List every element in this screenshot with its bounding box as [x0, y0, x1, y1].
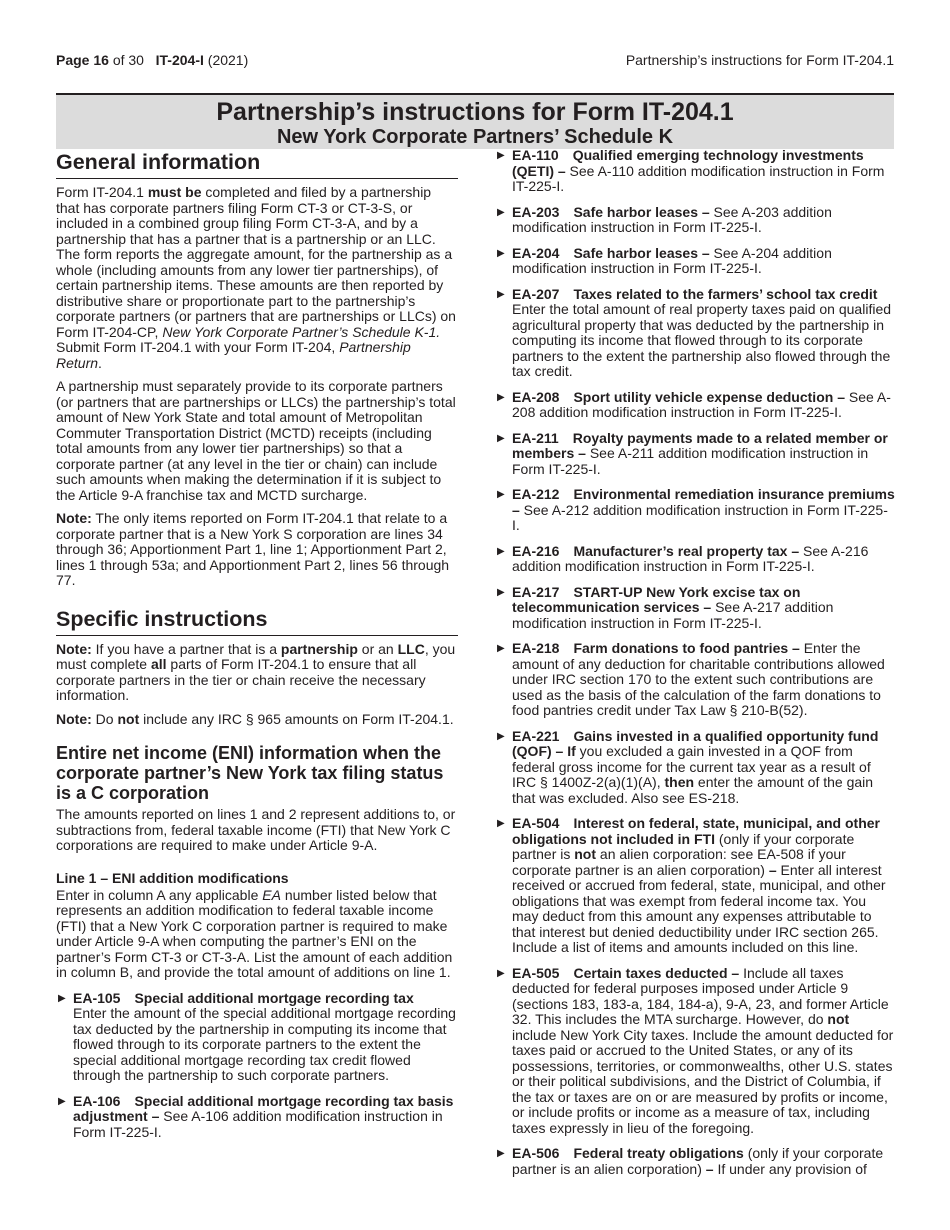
ea-504-item: ▶ EA-504 Interest on federal, state, municipal, and other obligations not included in FTI (only if your corporate partner is not an alien corporation: see EA-508 if your corporate partner is an alien corporation) – Enter all interest received or accrued from federal, state, municipal, and other obligations that was exempt from federal income tax. You may deduct from this amount any expenses attributable to that interest but denied deductibility under IRC section 265. Include a list of items and amounts included on this line. [497, 815, 886, 955]
ea-110-item: ▶ EA-110 Qualified emerging technology investments (QETI) – See A-110 addition modification instruction in Form IT-225-I. [497, 147, 885, 194]
ea-211-item: ▶ EA-211 Royalty payments made to a related member or members – See A-211 addition modification instruction in Form IT-225-I. [497, 429, 888, 477]
triangle-bullet-icon: ▶ [497, 432, 505, 444]
triangle-bullet-icon: ▶ [497, 1148, 505, 1159]
ea-204-item: ▶ EA-204 Safe harbor leases – See A-204 addition modification instruction in Form IT-225-I. [497, 244, 832, 276]
running-title: Partnership’s instructions for Form IT-204.1 [625, 52, 894, 68]
triangle-bullet-icon: ▶ [497, 206, 505, 218]
triangle-bullet-icon: ▶ [58, 1095, 66, 1107]
general-info-heading: General information [56, 148, 458, 179]
triangle-bullet-icon: ▶ [497, 730, 505, 742]
triangle-bullet-icon: ▶ [58, 992, 66, 1004]
title-banner [56, 93, 894, 149]
ea-105-item: ▶ EA-105 Special additional mortgage recording tax Enter the amount of the special additional mortgage recording tax deducted by the partnership in computing its income that flowed through to its corporate partners to the extent the special additional mortgage recording tax credit flowed through the partnership to such corporate partners. [58, 989, 456, 1083]
page-title: Partnership’s instructions for Form IT-204.1 [216, 98, 734, 126]
right-column [495, 148, 895, 1177]
ea-208-item: ▶ EA-208 Sport utility vehicle expense deduction – See A-208 addition modification instruction in Form IT-225-I. [497, 388, 891, 420]
triangle-bullet-icon: ▶ [497, 288, 505, 300]
ea-218-item: ▶ EA-218 Farm donations to food pantries – Enter the amount of any deduction for charitable contributions allowed under IRC section 170 to the extent such contributions are used as the basis of the calculation of the farm donations to food pantries credit under Tax Law § 210-B(52). [497, 640, 885, 718]
triangle-bullet-icon: ▶ [497, 818, 505, 829]
triangle-bullet-icon: ▶ [497, 247, 505, 259]
triangle-bullet-icon: ▶ [497, 545, 505, 557]
eni-intro: The amounts reported on lines 1 and 2 represent additions to, or subtractions from, federal taxable income (FTI) that New York C corporations are required to make under Article 9-A. [56, 806, 456, 853]
ea-212-item: ▶ EA-212 Environmental remediation insurance premiums – See A-212 addition modification instruction in Form IT-225-I. [497, 486, 895, 533]
left-column [56, 148, 458, 1140]
general-info-paragraph: Form IT-204.1 must be completed and filed by a partnership that has corporate partners filing Form CT-3 or CT-3-S, or included in a combined group filing Form CT-3-A, and by a partnership that has a partner that is a partnership or an LLC. The form reports the aggregate amount, for the partnership as a whole (including amounts from any lower tier partnerships), of certain partnership items. These amounts are then reported by distributive share or proportionate part to the partnership’s corporate partners (or partners that are partnerships or LLCs) on Form IT-204-CP, New York Corporate Partner’s Schedule K-1. Submit Form IT-204.1 with your Form IT-204, Partnership Return. [56, 184, 456, 371]
ea-505-item: ▶ EA-505 Certain taxes deducted – Include all taxes deducted for federal purposes imposed under Article 9 (sections 183, 183-a, 184, 184-a), 9-A, 23, and former Article 32. This includes the MTA surcharge. However, do not include New York City taxes. Include the amount deducted for taxes paid or accrued to the United States, or any of its possessions, territories, or commonwealths, other U.S. states or their political subdivisions, and the District of Columbia, if the tax or taxes are on or are measured by profits or income, or include profits or income as a measure of tax, including taxes expressly in lieu of the foregoing. [497, 964, 894, 1136]
partnership-note: Note: If you have a partner that is a partnership or an LLC, you must complete all parts of Form IT-204.1 to ensure that all corporate partners in the tier or chain receive the necessary information. [56, 640, 456, 703]
page-header [56, 52, 894, 72]
ea-506-item: ▶ EA-506 Federal treaty obligations (only if your corporate partner is an alien corporation) – If under any provision of [497, 1145, 884, 1177]
triangle-bullet-icon: ▶ [497, 489, 505, 500]
ea-106-item: ▶ EA-106 Special additional mortgage recording tax basis adjustment – See A-106 addition modification instruction in Form IT-225-I. [58, 1092, 454, 1140]
triangle-bullet-icon: ▶ [497, 643, 505, 654]
page-number: Page 16 of 30 IT-204-I (2021) [56, 52, 249, 68]
line1-paragraph: Enter in column A any applicable EA number listed below that represents an addition modification to federal taxable income (FTI) that a New York C corporation partner is required to make under Article 9-A when computing the partner’s ENI on the partner’s Form CT-3 or CT-3-A. List the amount of each addition in column B, and provide the total amount of additions on line 1. [56, 886, 453, 980]
eni-heading: Entire net income (ENI) information when the corporate partner’s New York tax filing status is a C corporation [56, 743, 444, 803]
line1-heading: Line 1 – ENI addition modifications [56, 869, 289, 886]
ea-207-item: ▶ EA-207 Taxes related to the farmers’ school tax credit Enter the total amount of real property taxes paid on qualified agricultural property that was deducted by the partnership in computing its income that flowed through to its corporate partners to the extent the partnership also flowed through the tax credit. [497, 285, 892, 379]
ea-217-item: ▶ EA-217 START-UP New York excise tax on telecommunication services – See A-217 addition modification instruction in Form IT-225-I. [497, 583, 834, 631]
s-corp-note: Note: The only items reported on Form IT-204.1 that relate to a corporate partner that is a New York S corporation are lines 34 through 36; Apportionment Part 1, line 1; Apportionment Part 2, lines 1 through 53a; and Apportionment Part 2, lines 56 through 77. [56, 510, 450, 588]
triangle-bullet-icon: ▶ [497, 586, 505, 598]
irc-965-note: Note: Do not include any IRC § 965 amounts on Form IT-204.1. [56, 710, 454, 727]
ea-203-item: ▶ EA-203 Safe harbor leases – See A-203 addition modification instruction in Form IT-225-I. [497, 203, 832, 235]
specific-instructions-heading: Specific instructions [56, 605, 458, 636]
triangle-bullet-icon: ▶ [497, 391, 505, 403]
triangle-bullet-icon: ▶ [497, 150, 505, 161]
triangle-bullet-icon: ▶ [497, 967, 505, 979]
page-subtitle: New York Corporate Partners’ Schedule K [276, 126, 674, 148]
ea-221-item: ▶ EA-221 Gains invested in a qualified opportunity fund (QOF) – If you excluded a gain invested in a QOF from federal gross income for the current tax year as a result of IRC § 1400Z-2(a)(1)(A), then enter the amount of the gain that was excluded. Also see ES-218. [497, 727, 879, 806]
receipts-paragraph: A partnership must separately provide to its corporate partners (or partners that are partnerships or LLCs) the partnership’s total amount of New York State and total amount of Metropolitan Commuter Transportation District (MCTD) receipts (including total amounts from any lower tier partnerships) so that a corporate partner (at any level in the tier or chain) can include such amounts when making the determination if it is subject to the Article 9-A franchise tax and MCTD surcharge. [56, 378, 456, 503]
ea-216-item: ▶ EA-216 Manufacturer’s real property tax – See A-216 addition modification instruction in Form IT-225-I. [497, 542, 869, 574]
